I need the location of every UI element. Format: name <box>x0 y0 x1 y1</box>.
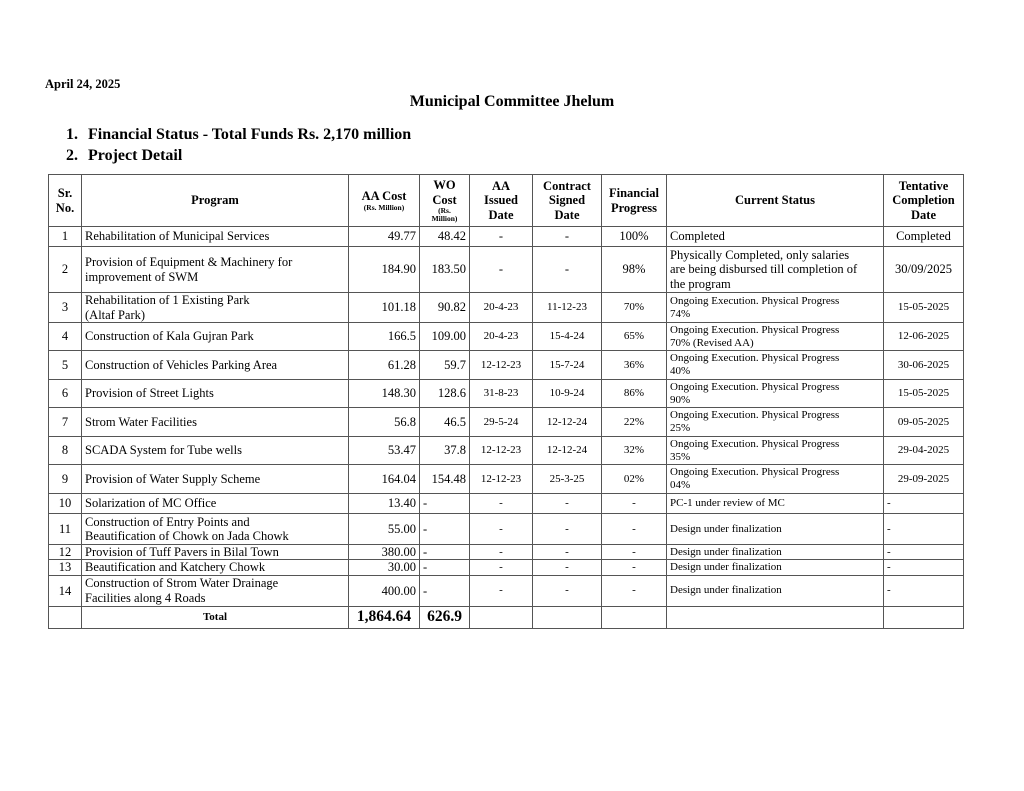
current-status-cell-line: Design under finalization <box>670 545 782 558</box>
table-row <box>49 560 964 575</box>
program-cell <box>82 247 349 293</box>
header-contract-line: Contract <box>543 178 591 193</box>
aa-issued-date-cell: - <box>470 514 533 545</box>
sr-no-cell: 8 <box>49 437 82 465</box>
aa-issued-date-cell: 20-4-23 <box>470 293 533 323</box>
current-status-cell-line: 25% <box>670 422 691 434</box>
aa-cost-cell: 61.28 <box>349 351 420 380</box>
completion-date-cell: 15-05-2025 <box>884 380 964 408</box>
financial-progress-cell: - <box>602 494 667 514</box>
header-wo-line: WO <box>433 178 456 193</box>
contract-signed-date-cell: - <box>533 560 602 575</box>
completion-date-cell: - <box>884 575 964 606</box>
section-number: 2. <box>66 147 78 164</box>
section-text: Financial Status - Total Funds Rs. 2,170 million <box>88 126 412 143</box>
header-aa-issued-line: Date <box>488 207 514 222</box>
total-empty-cell <box>884 606 964 628</box>
program-cell <box>82 575 349 606</box>
sr-no-cell: 6 <box>49 380 82 408</box>
wo-cost-cell: 128.6 <box>420 380 470 408</box>
aa-issued-date-cell: - <box>470 575 533 606</box>
wo-cost-cell: - <box>420 545 470 560</box>
header-program: Program <box>82 175 349 227</box>
contract-signed-date-cell: 25-3-25 <box>533 465 602 494</box>
completion-date-cell: - <box>884 545 964 560</box>
header-aa-cost <box>349 175 420 227</box>
total-wo-cost: 626.9 <box>420 606 470 628</box>
sr-no-cell: 10 <box>49 494 82 514</box>
total-aa-cost: 1,864.64 <box>349 606 420 628</box>
current-status-cell-line: Ongoing Execution. Physical Progress <box>670 409 840 422</box>
current-status-cell-line: 70% (Revised AA) <box>670 336 754 349</box>
project-detail-table <box>48 174 964 629</box>
completion-date-cell: Completed <box>884 227 964 247</box>
table-row <box>49 575 964 606</box>
aa-issued-date-cell: 20-4-23 <box>470 323 533 351</box>
aa-cost-cell: 30.00 <box>349 560 420 575</box>
financial-progress-cell: - <box>602 575 667 606</box>
financial-progress-cell: 65% <box>602 323 667 351</box>
current-status-cell-line: PC-1 under review of MC <box>670 497 785 510</box>
current-status-cell <box>667 560 884 575</box>
program-cell <box>82 494 349 514</box>
contract-signed-date-cell: 12-12-24 <box>533 408 602 437</box>
program-cell-line: Facilities along 4 Roads <box>85 590 206 605</box>
current-status-cell-line: Ongoing Execution. Physical Progress <box>670 294 840 307</box>
financial-progress-cell: 70% <box>602 293 667 323</box>
table-row <box>49 380 964 408</box>
contract-signed-date-cell: 10-9-24 <box>533 380 602 408</box>
header-wo-unit: (Rs. <box>438 206 451 215</box>
contract-signed-date-cell: 11-12-23 <box>533 293 602 323</box>
current-status-cell-line: Ongoing Execution. Physical Progress <box>670 323 840 336</box>
aa-cost-cell: 148.30 <box>349 380 420 408</box>
table-row <box>49 465 964 494</box>
section-item <box>66 124 411 145</box>
program-cell-line: Provision of Street Lights <box>85 386 214 401</box>
aa-issued-date-cell: - <box>470 560 533 575</box>
financial-progress-cell: 86% <box>602 380 667 408</box>
current-status-cell-line: Design under finalization <box>670 584 782 597</box>
header-contract-line: Signed <box>548 193 586 208</box>
aa-issued-date-cell: - <box>470 545 533 560</box>
current-status-cell-line: Ongoing Execution. Physical Progress <box>670 466 840 479</box>
program-cell-line: Construction of Vehicles Parking Area <box>85 357 278 372</box>
sr-no-cell: 12 <box>49 545 82 560</box>
wo-cost-cell: 48.42 <box>420 227 470 247</box>
aa-cost-cell: 380.00 <box>349 545 420 560</box>
program-cell-line: Rehabilitation of 1 Existing Park <box>85 293 250 308</box>
header-financial-progress <box>602 175 667 227</box>
table-body <box>49 227 964 607</box>
program-cell <box>82 351 349 380</box>
aa-cost-cell: 166.5 <box>349 323 420 351</box>
table-row <box>49 227 964 247</box>
wo-cost-cell: 90.82 <box>420 293 470 323</box>
program-cell-line: Beautification and Katchery Chowk <box>85 560 266 575</box>
header-sr-line: Sr. <box>57 186 73 201</box>
current-status-cell-line: Ongoing Execution. Physical Progress <box>670 437 840 450</box>
header-tentative-completion-date <box>884 175 964 227</box>
program-cell <box>82 437 349 465</box>
header-contract-signed-date <box>533 175 602 227</box>
program-cell <box>82 465 349 494</box>
table-row <box>49 437 964 465</box>
current-status-cell <box>667 247 884 293</box>
current-status-cell-line: Ongoing Execution. Physical Progress <box>670 380 840 393</box>
header-wo-line: Cost <box>432 192 457 207</box>
wo-cost-cell: 37.8 <box>420 437 470 465</box>
current-status-cell <box>667 465 884 494</box>
completion-date-cell: 15-05-2025 <box>884 293 964 323</box>
table-row <box>49 247 964 293</box>
header-financial-line: Progress <box>610 200 658 215</box>
current-status-cell-line: Design under finalization <box>670 561 782 574</box>
header-completion-line: Completion <box>892 193 955 208</box>
aa-cost-cell: 56.8 <box>349 408 420 437</box>
table-header-row <box>49 175 964 227</box>
financial-progress-cell: 36% <box>602 351 667 380</box>
header-sr-line: No. <box>55 200 75 215</box>
table-row <box>49 408 964 437</box>
current-status-cell <box>667 408 884 437</box>
total-sr-cell <box>49 606 82 628</box>
program-cell-line: improvement of SWM <box>85 269 199 284</box>
sr-no-cell: 3 <box>49 293 82 323</box>
current-status-cell-line: Design under finalization <box>670 522 782 535</box>
current-status-cell-line: 40% <box>670 365 691 377</box>
section-number: 1. <box>66 126 78 143</box>
aa-cost-cell: 400.00 <box>349 575 420 606</box>
current-status-cell <box>667 545 884 560</box>
current-status-cell <box>667 323 884 351</box>
current-status-cell <box>667 293 884 323</box>
aa-issued-date-cell: 12-12-23 <box>470 437 533 465</box>
header-completion-line: Date <box>911 207 936 222</box>
financial-progress-cell: - <box>602 560 667 575</box>
program-cell-line: Construction of Strom Water Drainage <box>85 576 279 591</box>
program-cell-line: (Altaf Park) <box>85 307 146 322</box>
table-row <box>49 494 964 514</box>
completion-date-cell: 30/09/2025 <box>884 247 964 293</box>
contract-signed-date-cell: 15-7-24 <box>533 351 602 380</box>
table-row <box>49 545 964 560</box>
table-row <box>49 351 964 380</box>
sr-no-cell: 14 <box>49 575 82 606</box>
program-cell <box>82 227 349 247</box>
aa-cost-cell: 53.47 <box>349 437 420 465</box>
document-date: April 24, 2025 <box>45 77 121 91</box>
header-completion-line: Tentative <box>898 178 949 193</box>
program-cell-line: Provision of Water Supply Scheme <box>85 471 261 486</box>
aa-cost-cell: 55.00 <box>349 514 420 545</box>
header-aa-issued-line: Issued <box>483 193 519 208</box>
completion-date-cell: - <box>884 560 964 575</box>
total-empty-cell <box>470 606 533 628</box>
wo-cost-cell: 109.00 <box>420 323 470 351</box>
financial-progress-cell: 32% <box>602 437 667 465</box>
program-cell-line: Provision of Tuff Pavers in Bilal Town <box>85 545 279 559</box>
program-cell-line: Construction of Entry Points and <box>85 514 250 529</box>
completion-date-cell: - <box>884 514 964 545</box>
wo-cost-cell: 154.48 <box>420 465 470 494</box>
contract-signed-date-cell: 15-4-24 <box>533 323 602 351</box>
current-status-cell-line: 35% <box>670 450 691 463</box>
wo-cost-cell: - <box>420 514 470 545</box>
completion-date-cell: 29-04-2025 <box>884 437 964 465</box>
completion-date-cell: 09-05-2025 <box>884 408 964 437</box>
aa-cost-cell: 49.77 <box>349 227 420 247</box>
completion-date-cell: 12-06-2025 <box>884 323 964 351</box>
header-financial-line: Financial <box>608 186 659 201</box>
sr-no-cell: 9 <box>49 465 82 494</box>
contract-signed-date-cell: - <box>533 514 602 545</box>
wo-cost-cell: - <box>420 494 470 514</box>
program-cell-line: Provision of Equipment & Machinery for <box>85 255 293 270</box>
aa-issued-date-cell: - <box>470 494 533 514</box>
program-cell-line: Construction of Kala Gujran Park <box>85 329 254 344</box>
program-cell-line: Solarization of MC Office <box>85 496 217 511</box>
aa-issued-date-cell: 12-12-23 <box>470 465 533 494</box>
contract-signed-date-cell: - <box>533 227 602 247</box>
aa-issued-date-cell: 29-5-24 <box>470 408 533 437</box>
header-sr-no <box>49 175 82 227</box>
header-aa-cost-label: AA Cost <box>361 189 407 204</box>
header-wo-cost <box>420 175 470 227</box>
current-status-cell-line: are being disbursed till completion of <box>670 262 858 277</box>
contract-signed-date-cell: - <box>533 247 602 293</box>
contract-signed-date-cell: - <box>533 575 602 606</box>
total-label: Total <box>82 606 349 628</box>
header-wo-unit: Million) <box>431 213 458 223</box>
wo-cost-cell: - <box>420 575 470 606</box>
aa-cost-cell: 164.04 <box>349 465 420 494</box>
current-status-cell <box>667 380 884 408</box>
section-list <box>66 124 411 166</box>
financial-progress-cell: 22% <box>602 408 667 437</box>
program-cell <box>82 545 349 560</box>
program-cell <box>82 380 349 408</box>
total-empty-cell <box>667 606 884 628</box>
sr-no-cell: 1 <box>49 227 82 247</box>
aa-issued-date-cell: 31-8-23 <box>470 380 533 408</box>
aa-issued-date-cell: - <box>470 227 533 247</box>
aa-cost-cell: 184.90 <box>349 247 420 293</box>
contract-signed-date-cell: 12-12-24 <box>533 437 602 465</box>
header-current-status: Current Status <box>667 175 884 227</box>
aa-issued-date-cell: - <box>470 247 533 293</box>
header-aa-cost-unit: (Rs. Million) <box>363 202 405 212</box>
contract-signed-date-cell: - <box>533 494 602 514</box>
sr-no-cell: 13 <box>49 560 82 575</box>
table-row <box>49 323 964 351</box>
financial-progress-cell: 02% <box>602 465 667 494</box>
program-cell <box>82 408 349 437</box>
completion-date-cell: - <box>884 494 964 514</box>
contract-signed-date-cell: - <box>533 545 602 560</box>
current-status-cell-line: 90% <box>670 393 691 406</box>
section-text: Project Detail <box>88 147 183 164</box>
program-cell-line: Rehabilitation of Municipal Services <box>85 229 270 244</box>
current-status-cell <box>667 575 884 606</box>
program-cell-line: Strom Water Facilities <box>85 414 197 429</box>
sr-no-cell: 11 <box>49 514 82 545</box>
table-row <box>49 514 964 545</box>
table-row <box>49 293 964 323</box>
sr-no-cell: 4 <box>49 323 82 351</box>
program-cell <box>82 323 349 351</box>
current-status-cell <box>667 514 884 545</box>
financial-progress-cell: - <box>602 514 667 545</box>
aa-issued-date-cell: 12-12-23 <box>470 351 533 380</box>
total-row <box>49 606 964 628</box>
program-cell <box>82 514 349 545</box>
sr-no-cell: 2 <box>49 247 82 293</box>
current-status-cell-line: Completed <box>670 229 725 244</box>
financial-progress-cell: 100% <box>602 227 667 247</box>
program-cell-line: SCADA System for Tube wells <box>85 443 242 458</box>
current-status-cell <box>667 437 884 465</box>
completion-date-cell: 29-09-2025 <box>884 465 964 494</box>
wo-cost-cell: 46.5 <box>420 408 470 437</box>
current-status-cell-line: Physically Completed, only salaries <box>670 247 850 262</box>
current-status-cell-line: 04% <box>670 479 691 491</box>
total-empty-cell <box>533 606 602 628</box>
header-aa-issued-date <box>470 175 533 227</box>
wo-cost-cell: 183.50 <box>420 247 470 293</box>
header-aa-issued-line: AA <box>491 178 511 193</box>
sr-no-cell: 7 <box>49 408 82 437</box>
financial-progress-cell: 98% <box>602 247 667 293</box>
header-contract-line: Date <box>554 207 580 222</box>
current-status-cell-line: the program <box>670 276 731 291</box>
aa-cost-cell: 101.18 <box>349 293 420 323</box>
sr-no-cell: 5 <box>49 351 82 380</box>
total-empty-cell <box>602 606 667 628</box>
section-item <box>66 145 411 166</box>
program-cell-line: Beautification of Chowk on Jada Chowk <box>85 529 289 543</box>
program-cell <box>82 293 349 323</box>
current-status-cell-line: Ongoing Execution. Physical Progress <box>670 352 840 365</box>
aa-cost-cell: 13.40 <box>349 494 420 514</box>
program-cell <box>82 560 349 575</box>
wo-cost-cell: 59.7 <box>420 351 470 380</box>
current-status-cell <box>667 351 884 380</box>
wo-cost-cell: - <box>420 560 470 575</box>
financial-progress-cell: - <box>602 545 667 560</box>
current-status-cell <box>667 227 884 247</box>
current-status-cell <box>667 494 884 514</box>
completion-date-cell: 30-06-2025 <box>884 351 964 380</box>
current-status-cell-line: 74% <box>670 307 691 320</box>
document-title: Municipal Committee Jhelum <box>409 93 615 110</box>
